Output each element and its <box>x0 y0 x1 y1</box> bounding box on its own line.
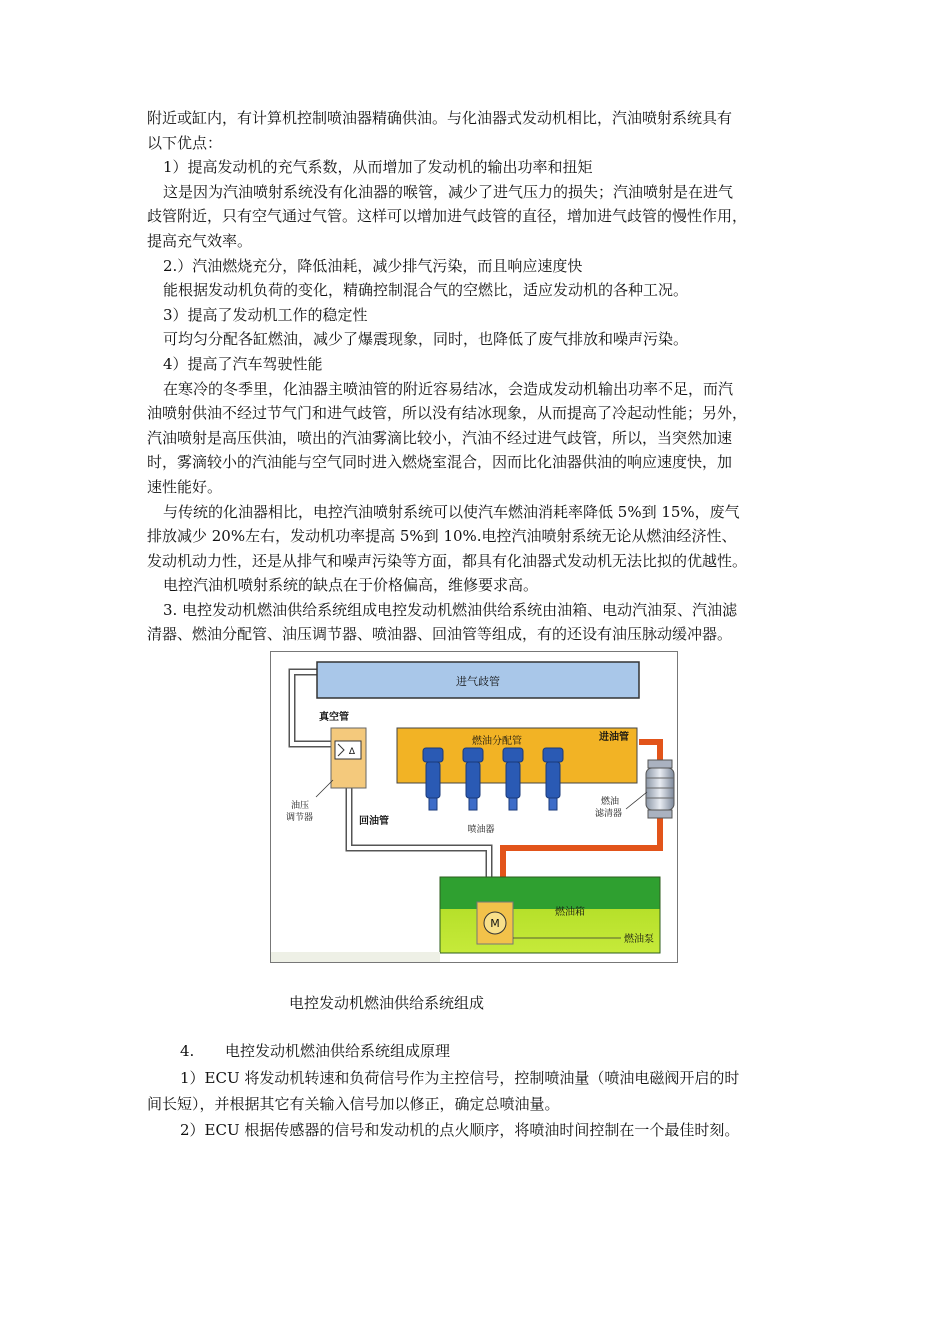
text-line: 时，雾滴较小的汽油能与空气同时进入燃烧室混合，因而比化油器供油的响应速度快，加 <box>147 453 733 472</box>
body-text <box>147 106 817 647</box>
figure-caption: 电控发动机燃油供给系统组成 <box>289 994 485 1012</box>
paragraph <box>147 155 817 180</box>
text-line: 在寒冷的冬季里，化油器主喷油管的附近容易结冰，会造成发动机输出功率不足，而汽 <box>163 379 734 398</box>
fuel-system-diagram <box>270 651 678 963</box>
text-line: 4）提高了汽车驾驶性能 <box>163 354 323 373</box>
text-line: 与传统的化油器相比，电控汽油喷射系统可以使汽车燃油消耗率降低 5%到 15%，废气 <box>163 502 740 521</box>
filter-label-line1: 燃油 <box>601 797 620 807</box>
paragraph <box>147 303 817 328</box>
text-line: 3. 电控发动机燃油供给系统组成电控发动机燃油供给系统由油箱、电动汽油泵、汽油滤 <box>163 600 738 619</box>
text-line: 清器、燃油分配管、油压调节器、喷油器、回油管等组成，有的还设有油压脉动缓冲器。 <box>147 625 733 644</box>
text-line: 油喷射供油不经过节气门和进气歧管，所以没有结冰现象，从而提高了冷起动性能；另外， <box>147 404 748 423</box>
paragraph <box>147 1117 827 1143</box>
intake-manifold-label: 进气歧管 <box>456 675 500 688</box>
text-line: 2）ECU 根据传感器的信号和发动机的点火顺序，将喷油时间控制在一个最佳时刻。 <box>180 1121 740 1139</box>
lower-body-text <box>147 1065 827 1143</box>
fuel-filter <box>646 760 674 818</box>
regulator-leader <box>316 780 333 797</box>
paragraph <box>147 500 817 574</box>
filter-label-line2: 滤清器 <box>595 809 623 819</box>
paragraph <box>147 377 817 500</box>
text-line: 歧管附近，只有空气通过气管。这样可以增加进气歧管的直径，增加进气歧管的慢性作用， <box>147 207 748 226</box>
paragraph <box>147 573 817 598</box>
vacuum-pipe-label: 真空管 <box>319 712 349 723</box>
section-4-number: 4. <box>180 1042 195 1060</box>
text-line: 提高充气效率。 <box>147 231 253 250</box>
text-line: 可均匀分配各缸燃油，减少了爆震现象，同时，也降低了废气排放和噪声污染。 <box>163 330 689 349</box>
text-line: 汽油喷射是高压供油，喷出的汽油雾滴比较小，汽油不经过进气歧管，所以，当突然加速 <box>147 428 733 447</box>
section-4-title: 电控发动机燃油供给系统组成原理 <box>225 1042 451 1060</box>
text-line: 以下优点： <box>147 133 223 152</box>
return-pipe-label: 回油管 <box>359 816 389 827</box>
text-line: 电控汽油机喷射系统的缺点在于价格偏高，维修要求高。 <box>163 576 539 595</box>
paragraph <box>147 598 817 647</box>
paragraph <box>147 352 817 377</box>
text-line: 附近或缸内，有计算机控制喷油器精确供油。与化油器式发动机相比，汽油喷射系统具有 <box>147 109 733 127</box>
inlet-pipe-label: 进油管 <box>599 732 629 743</box>
text-line: 2.）汽油燃烧充分，降低油耗，减少排气污染，而且响应速度快 <box>163 256 583 275</box>
filter-leader <box>626 792 647 809</box>
diagram-svg <box>271 652 677 962</box>
regulator-delta-symbol: Δ <box>348 747 356 757</box>
pump-motor-symbol: M <box>490 917 500 930</box>
injector <box>423 748 443 810</box>
text-line: 速性能好。 <box>147 477 223 496</box>
paragraph <box>147 327 817 352</box>
fuel-pump-label: 燃油泵 <box>624 934 654 945</box>
fuel-tank-label: 燃油箱 <box>555 907 585 918</box>
paragraph <box>147 254 817 279</box>
regulator-label-line2: 调节器 <box>286 813 314 823</box>
injector-label: 喷油器 <box>467 825 495 835</box>
text-line: 发动机动力性，还是从排气和噪声污染等方面，都具有化油器式发动机无法比拟的优越性。 <box>147 551 748 570</box>
text-line: 1）ECU 将发动机转速和负荷信号作为主控信号，控制喷油量（喷油电磁阀开启的时 <box>180 1069 740 1087</box>
text-line: 这是因为汽油喷射系统没有化油器的喉管，减少了进气压力的损失；汽油喷射是在进气 <box>163 182 734 201</box>
text-line: 1）提高发动机的充气系数，从而增加了发动机的输出功率和扭矩 <box>163 158 593 177</box>
injector <box>463 748 483 810</box>
text-line: 能根据发动机负荷的变化，精确控制混合气的空燃比，适应发动机的各种工况。 <box>163 281 689 300</box>
paragraph <box>147 180 817 254</box>
text-line: 3）提高了发动机工作的稳定性 <box>163 305 368 324</box>
injector <box>543 748 563 810</box>
paragraph <box>147 278 817 303</box>
regulator-label-line1: 油压 <box>291 801 310 811</box>
paragraph <box>147 1065 827 1117</box>
text-line: 间长短），并根据其它有关输入信号加以修正，确定总喷油量。 <box>147 1095 560 1113</box>
fuel-rail-label: 燃油分配管 <box>472 736 522 747</box>
ground-shading <box>271 952 440 962</box>
section-4-heading <box>180 1040 450 1061</box>
paragraph <box>147 106 817 155</box>
text-line: 排放减少 20%左右，发动机功率提高 5%到 10%.电控汽油喷射系统无论从燃油经济性、 <box>147 527 737 546</box>
injector <box>503 748 523 810</box>
